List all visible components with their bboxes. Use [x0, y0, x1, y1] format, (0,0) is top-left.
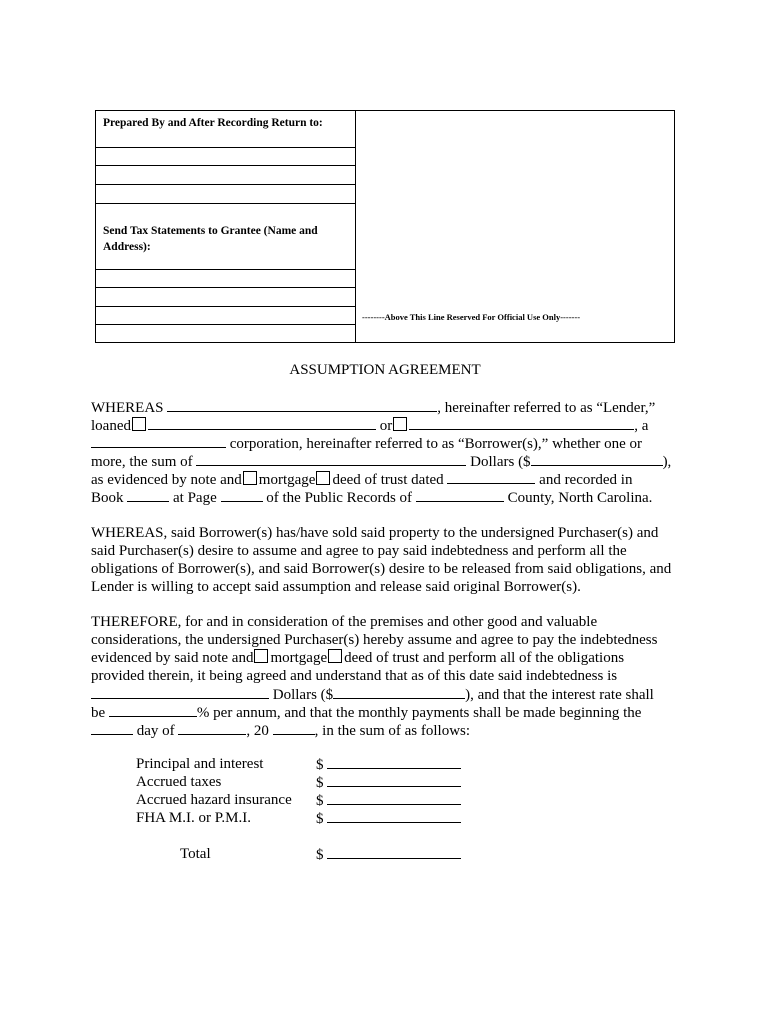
county-text: County, North Carolina.: [507, 490, 653, 506]
mortgage-checkbox-2[interactable]: [254, 649, 268, 663]
para3-line-7: [91, 721, 470, 740]
deed-of-trust-checkbox-2[interactable]: [328, 649, 342, 663]
dollar-sign: $: [316, 847, 324, 863]
at-page-text: at Page: [173, 490, 217, 506]
para1-line-1: [91, 398, 655, 417]
para1-line-4: [91, 452, 671, 471]
payment-row-total: [316, 845, 461, 864]
mortgage-insurance-label: FHA M.I. or P.M.I.: [136, 810, 252, 826]
interest-rate-text: ), and that the interest rate shall: [465, 687, 654, 703]
payment-row-3: [316, 791, 461, 810]
day-of-text: day of: [136, 723, 175, 739]
dollars-text: Dollars ($: [470, 454, 531, 470]
para3-line-6: [91, 703, 641, 722]
accrued-taxes-label: Accrued taxes: [136, 774, 222, 790]
lender-name-blank[interactable]: [167, 398, 437, 412]
para3-line-4: provided therein, it being agreed and understand that as of this date said indebtedness is: [91, 668, 618, 684]
hazard-insurance-label: Accrued hazard insurance: [136, 792, 292, 808]
mortgage-checkbox-1[interactable]: [243, 471, 257, 485]
payment-row-1: [316, 755, 461, 774]
principal-interest-amount-blank[interactable]: [327, 755, 461, 769]
page-blank[interactable]: [221, 488, 263, 502]
be-text: be: [91, 705, 106, 721]
return-address-line-4[interactable]: [96, 203, 355, 204]
para1-line-5: [91, 470, 632, 489]
para2-line-4: Lender is willing to accept said assumption and release said original Borrower(s).: [91, 579, 581, 595]
twenty-text: , 20: [246, 723, 269, 739]
principal-interest-label: Principal and interest: [136, 756, 264, 772]
return-address-line-2[interactable]: [96, 165, 355, 166]
dollar-sign: $: [316, 757, 324, 773]
deed-date-blank[interactable]: [447, 470, 535, 484]
grantee-address-line-1[interactable]: [96, 269, 355, 270]
para3-line-1: THEREFORE, for and in consideration of the premises and other good and valuable: [91, 614, 598, 630]
recorded-in-text: and recorded in: [539, 472, 633, 488]
accrued-taxes-amount-blank[interactable]: [327, 773, 461, 787]
para2-line-3: obligations of Borrower(s), and said Borrower(s) desire to be released from said obligations, and: [91, 561, 672, 577]
corporation-name-blank[interactable]: [409, 416, 634, 430]
header-vertical-divider: [355, 111, 356, 342]
evidenced-text: as evidenced by note and: [91, 472, 242, 488]
deed-of-trust-checkbox-1[interactable]: [316, 471, 330, 485]
hazard-insurance-amount-blank[interactable]: [327, 791, 461, 805]
dollar-sign: $: [316, 775, 324, 791]
mortgage-text-2: mortgage: [270, 650, 328, 666]
payment-row-2: [316, 773, 461, 792]
sum-as-follows-text: , in the sum of as follows:: [314, 723, 471, 739]
mortgage-text: mortgage: [258, 472, 316, 488]
deed-dated-text: deed of trust dated: [332, 472, 444, 488]
day-blank[interactable]: [91, 721, 133, 735]
county-blank[interactable]: [416, 488, 504, 502]
para1-line-2: [91, 416, 648, 435]
payment-row-4: [316, 809, 461, 828]
send-tax-label: Send Tax Statements to Grantee (Name and Address):: [103, 225, 318, 253]
evidenced-note-text: evidenced by said note and: [91, 650, 254, 666]
book-blank[interactable]: [127, 488, 169, 502]
loaned-checkbox-2[interactable]: [393, 417, 407, 431]
document-title: ASSUMPTION AGREEMENT: [289, 362, 481, 378]
para1-line-6: [91, 488, 652, 507]
whereas-text: WHEREAS: [91, 400, 164, 416]
dollars-text-2: Dollars ($: [272, 687, 334, 703]
loaned-checkbox-1[interactable]: [132, 417, 146, 431]
para1-line-3: [91, 434, 642, 453]
book-text: Book: [91, 490, 124, 506]
para2-line-2: said Purchaser(s) desire to assume and agree to pay said indebtedness and perform all the: [91, 543, 627, 559]
year-blank[interactable]: [273, 721, 315, 735]
sum-words-blank[interactable]: [196, 452, 466, 466]
grantee-address-line-2[interactable]: [96, 287, 355, 288]
dollar-sign: $: [316, 793, 324, 809]
mortgage-insurance-amount-blank[interactable]: [327, 809, 461, 823]
official-use-notice: --------Above This Line Reserved For Official Use Only-------: [362, 312, 581, 322]
loaned-text: loaned: [91, 418, 131, 434]
para2-line-1: WHEREAS, said Borrower(s) has/have sold said property to the undersigned Purchaser(s) and: [91, 525, 659, 541]
close-paren-text: ),: [662, 454, 672, 470]
public-records-text: of the Public Records of: [266, 490, 413, 506]
indebtedness-amount-blank[interactable]: [333, 685, 465, 699]
total-amount-blank[interactable]: [327, 845, 461, 859]
month-blank[interactable]: [178, 721, 246, 735]
para3-line-2: considerations, the undersigned Purchaser(s) hereby assume and agree to pay the indebtedness: [91, 632, 658, 648]
borrower-name-blank[interactable]: [148, 416, 376, 430]
indebtedness-words-blank[interactable]: [91, 685, 269, 699]
a-text: , a: [634, 418, 649, 434]
grantee-address-line-4[interactable]: [96, 324, 355, 325]
return-address-line-1[interactable]: [96, 147, 355, 148]
sum-of-text: more, the sum of: [91, 454, 193, 470]
per-annum-text: % per annum, and that the monthly payments shall be made beginning the: [196, 705, 642, 721]
state-blank[interactable]: [91, 434, 226, 448]
lender-text: , hereinafter referred to as “Lender,”: [437, 400, 656, 416]
prepared-by-label: Prepared By and After Recording Return to:: [103, 117, 323, 129]
recording-header-box: [95, 110, 675, 343]
return-address-line-3[interactable]: [96, 184, 355, 185]
para3-line-3: [91, 649, 624, 667]
or-text: or: [379, 418, 393, 434]
grantee-address-line-3[interactable]: [96, 306, 355, 307]
para3-line-5: [91, 685, 654, 704]
deed-perform-text: deed of trust and perform all of the obligations: [344, 650, 625, 666]
total-label: Total: [180, 846, 211, 862]
corporation-text: corporation, hereinafter referred to as “Borrower(s),” whether one or: [229, 436, 643, 452]
interest-rate-blank[interactable]: [109, 703, 197, 717]
sum-amount-blank[interactable]: [531, 452, 663, 466]
dollar-sign: $: [316, 811, 324, 827]
